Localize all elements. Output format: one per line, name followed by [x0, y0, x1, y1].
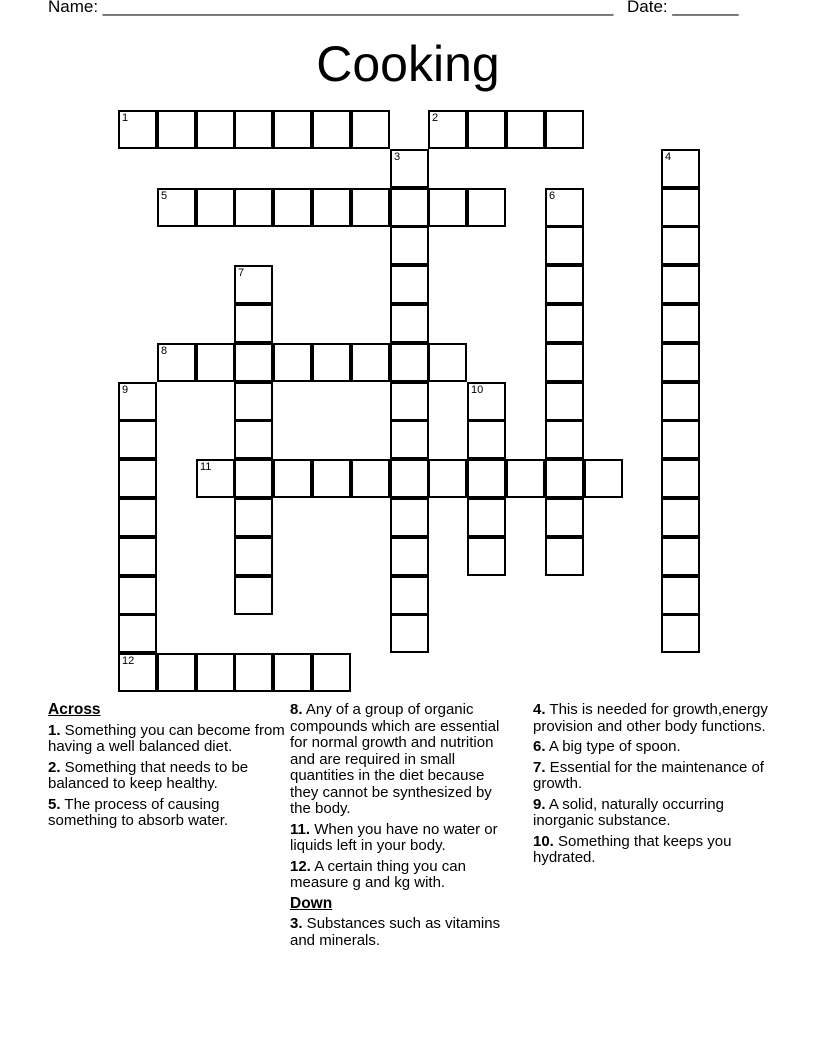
- clue-number: 5: [161, 190, 168, 202]
- clues-column-1: [48, 702, 286, 834]
- crossword-cell[interactable]: [390, 420, 429, 459]
- crossword-cell[interactable]: [118, 382, 157, 421]
- crossword-cell[interactable]: [234, 498, 273, 537]
- clue-item-number: 5.: [48, 795, 61, 813]
- crossword-cell[interactable]: [661, 382, 700, 421]
- crossword-cell[interactable]: [390, 576, 429, 615]
- crossword-cell[interactable]: [545, 265, 584, 304]
- crossword-cell[interactable]: [196, 110, 235, 149]
- crossword-cell[interactable]: [118, 614, 157, 653]
- clue-item-number: 3.: [290, 915, 303, 932]
- clue-item-number: 4.: [533, 701, 546, 718]
- crossword-cell[interactable]: [351, 343, 390, 382]
- clue-item-text: Something that needs to be balanced to keep healthy.: [48, 758, 249, 792]
- crossword-cell[interactable]: [118, 459, 157, 498]
- crossword-cell[interactable]: [118, 110, 157, 149]
- crossword-cell[interactable]: [234, 459, 273, 498]
- crossword-cell[interactable]: [545, 498, 584, 537]
- clue-item-text: A certain thing you can measure g and kg with.: [290, 857, 466, 891]
- clue-item: [48, 723, 286, 756]
- clue-item-number: 8.: [290, 701, 303, 718]
- crossword-cell[interactable]: [661, 537, 700, 576]
- crossword-cell[interactable]: [234, 304, 273, 343]
- clue-item-text: Something that keeps you hydrated.: [533, 832, 732, 866]
- across-clue-list-continued: [290, 702, 510, 892]
- crossword-cell[interactable]: [467, 382, 506, 421]
- clue-item: [290, 822, 510, 855]
- crossword-cell[interactable]: [312, 110, 351, 149]
- crossword-cell[interactable]: [234, 265, 273, 304]
- crossword-cell[interactable]: [273, 343, 312, 382]
- crossword-cell[interactable]: [661, 149, 700, 188]
- clue-number: 3: [394, 151, 401, 163]
- crossword-cell[interactable]: [661, 304, 700, 343]
- crossword-cell[interactable]: [428, 459, 467, 498]
- crossword-cell[interactable]: [390, 537, 429, 576]
- clues-column-3: [533, 702, 773, 871]
- across-heading: Across: [48, 701, 101, 718]
- clue-item: [48, 797, 286, 830]
- crossword-cell[interactable]: [234, 110, 273, 149]
- down-clue-list-continued: [533, 702, 773, 867]
- crossword-cell[interactable]: [661, 265, 700, 304]
- crossword-cell[interactable]: [234, 188, 273, 227]
- crossword-cell[interactable]: [545, 188, 584, 227]
- date-label: Date:: [627, 0, 673, 16]
- clue-item-number: 6.: [533, 738, 546, 755]
- crossword-cell[interactable]: [661, 576, 700, 615]
- clue-item-text: A solid, naturally occurring inorganic substance.: [533, 795, 724, 829]
- clue-item-number: 11.: [290, 820, 311, 838]
- clue-item-text: Any of a group of organic compounds which are essential for normal growth and nutrition and are required in small quantities in the diet because they cannot be synthesized by the body.: [290, 701, 500, 817]
- crossword-cell[interactable]: [545, 420, 584, 459]
- crossword-cell[interactable]: [428, 343, 467, 382]
- clue-number: 1: [122, 112, 129, 124]
- clues-column-2: [290, 702, 510, 953]
- crossword-cell[interactable]: [157, 188, 196, 227]
- crossword-cell[interactable]: [118, 576, 157, 615]
- crossword-cell[interactable]: [312, 459, 351, 498]
- clue-item-text: This is needed for growth,energy provision and other body functions.: [533, 701, 768, 735]
- clue-number: 4: [665, 151, 672, 163]
- crossword-cell[interactable]: [157, 343, 196, 382]
- clue-item-number: 1.: [48, 721, 61, 739]
- crossword-cell[interactable]: [467, 498, 506, 537]
- crossword-cell[interactable]: [661, 459, 700, 498]
- clue-number: 7: [238, 267, 245, 279]
- clue-number: 10: [471, 384, 484, 396]
- clue-item: [533, 702, 773, 735]
- clue-item-text: When you have no water or liquids left in your body.: [290, 820, 498, 854]
- crossword-cell[interactable]: [390, 498, 429, 537]
- crossword-cell[interactable]: [390, 304, 429, 343]
- clue-item: [533, 739, 773, 756]
- clue-item: [290, 702, 510, 818]
- crossword-cell[interactable]: [234, 537, 273, 576]
- crossword-cell[interactable]: [118, 537, 157, 576]
- crossword-cell[interactable]: [545, 304, 584, 343]
- clue-item: [290, 916, 510, 949]
- down-clue-list: [290, 916, 510, 949]
- page-title: Cooking: [316, 36, 500, 92]
- crossword-cell[interactable]: [234, 420, 273, 459]
- crossword-cell[interactable]: [545, 343, 584, 382]
- crossword-cell[interactable]: [545, 110, 584, 149]
- crossword-cell[interactable]: [273, 188, 312, 227]
- clue-item: [533, 797, 773, 830]
- clue-item-number: 2.: [48, 758, 61, 776]
- clue-item: [533, 834, 773, 867]
- clue-item-number: 7.: [533, 758, 546, 776]
- crossword-cell[interactable]: [467, 420, 506, 459]
- crossword-cell[interactable]: [661, 343, 700, 382]
- crossword-cell[interactable]: [118, 653, 157, 692]
- crossword-cell[interactable]: [467, 459, 506, 498]
- crossword-cell[interactable]: [390, 149, 429, 188]
- clue-item-number: 12.: [290, 857, 311, 875]
- crossword-cell[interactable]: [390, 459, 429, 498]
- clue-item-text: The process of causing something to absorb water.: [48, 795, 229, 829]
- crossword-cell[interactable]: [390, 188, 429, 227]
- crossword-cell[interactable]: [157, 110, 196, 149]
- crossword-cell[interactable]: [234, 343, 273, 382]
- crossword-cell[interactable]: [273, 653, 312, 692]
- crossword-cell[interactable]: [196, 459, 235, 498]
- crossword-cell[interactable]: [545, 537, 584, 576]
- clue-item: [290, 859, 510, 892]
- crossword-cell[interactable]: [506, 110, 545, 149]
- crossword-cell[interactable]: [118, 498, 157, 537]
- across-clue-list: [48, 723, 286, 830]
- crossword-cell[interactable]: [661, 188, 700, 227]
- crossword-cell[interactable]: [390, 614, 429, 653]
- crossword-cell[interactable]: [661, 226, 700, 265]
- crossword-cell[interactable]: [312, 653, 351, 692]
- clue-item-number: 9.: [533, 795, 546, 813]
- clue-item-text: A big type of spoon.: [545, 738, 681, 755]
- crossword-cell[interactable]: [273, 459, 312, 498]
- crossword-cell[interactable]: [467, 110, 506, 149]
- crossword-cell[interactable]: [467, 537, 506, 576]
- crossword-cell[interactable]: [196, 653, 235, 692]
- name-label: Name:: [48, 0, 103, 16]
- crossword-cell[interactable]: [234, 653, 273, 692]
- clue-item-text: Substances such as vitamins and minerals.: [290, 915, 501, 949]
- crossword-cell[interactable]: [196, 188, 235, 227]
- date-line[interactable]: _______: [672, 0, 739, 16]
- clue-item-text: Essential for the maintenance of growth.: [533, 758, 764, 792]
- crossword-cell[interactable]: [273, 110, 312, 149]
- down-heading: Down: [290, 894, 333, 912]
- crossword-cell[interactable]: [351, 110, 390, 149]
- name-line[interactable]: ______________________________________________________: [102, 0, 614, 16]
- crossword-cell[interactable]: [467, 188, 506, 227]
- crossword-cell[interactable]: [545, 226, 584, 265]
- crossword-cell[interactable]: [157, 653, 196, 692]
- crossword-cell[interactable]: [428, 188, 467, 227]
- clue-number: 9: [122, 384, 129, 396]
- crossword-cell[interactable]: [661, 498, 700, 537]
- crossword-cell[interactable]: [351, 188, 390, 227]
- crossword-cell[interactable]: [390, 382, 429, 421]
- clue-item: [48, 760, 286, 793]
- clue-number: 11: [200, 461, 212, 473]
- crossword-cell[interactable]: [390, 343, 429, 382]
- crossword-cell[interactable]: [351, 459, 390, 498]
- clue-number: 6: [549, 190, 556, 202]
- crossword-cell[interactable]: [312, 188, 351, 227]
- crossword-cell[interactable]: [428, 110, 467, 149]
- clue-item-text: Something you can become from having a well balanced diet.: [48, 721, 285, 755]
- crossword-cell[interactable]: [661, 614, 700, 653]
- crossword-cell[interactable]: [661, 420, 700, 459]
- clue-number: 8: [161, 345, 168, 357]
- crossword-cell[interactable]: [234, 382, 273, 421]
- crossword-cell[interactable]: [234, 576, 273, 615]
- clue-item: [533, 760, 773, 793]
- clue-number: 12: [122, 655, 135, 667]
- crossword-cell[interactable]: [390, 265, 429, 304]
- crossword-cell[interactable]: [584, 459, 623, 498]
- crossword-cell[interactable]: [118, 420, 157, 459]
- crossword-cell[interactable]: [312, 343, 351, 382]
- crossword-cell[interactable]: [196, 343, 235, 382]
- clue-number: 2: [432, 112, 439, 124]
- crossword-cell[interactable]: [545, 459, 584, 498]
- crossword-cell[interactable]: [506, 459, 545, 498]
- crossword-cell[interactable]: [545, 382, 584, 421]
- clue-item-number: 10.: [533, 832, 554, 850]
- crossword-cell[interactable]: [390, 226, 429, 265]
